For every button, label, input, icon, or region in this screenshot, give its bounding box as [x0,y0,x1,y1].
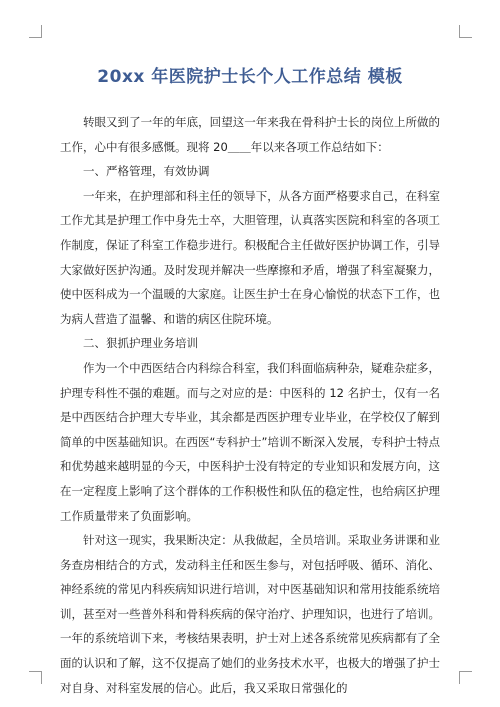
section-2-paragraph-2: 针对这一现实，我果断决定：从我做起，全员培训。采取业务讲课和业务查房相结合的方式，发动科主任和医生参与，对包括呼吸、循环、消化、神经系统的常见内科疾病知识进行培训，对中医基础知识和常用技能系统培训，甚至对一些普外科和骨科疾病的保守治疗、护理知识，也进行了培训。一年的系统培训下来，考核结果表明，护士对上述各系统常见疾病都有了全面的认识和了解，这不仅提高了她们的业务技术水平，也极大的增强了护士对自身、对科室发展的信心。此后，我又采取日常强化的 [60,533,440,695]
crop-mark-top-right [459,25,472,38]
section-1-paragraph: 一年来，在护理部和科主任的领导下，从各方面严格要求自己，在科室工作尤其是护理工作中身先士卒，大胆管理，认真落实医院和科室的各项工作制度，保证了科室工作稳步进行。积极配合主任做好医护协调工作，引导大家做好医护沟通。及时发现并解决一些摩擦和矛盾，增强了科室凝聚力，使中医科成为一个温暖的大家庭。让医生护士在身心愉悦的状态下工作，也为病人营造了温馨、和谐的病区住院环境。 [60,188,440,326]
section-heading-1: 一、严格管理，有效协调 [83,164,210,179]
intro-paragraph: 转眼又到了一年的年底，回望这一年来我在骨科护士长的岗位上所做的工作，心中有很多感慨。现将 20＿＿年以来各项工作总结如下： [60,115,440,154]
crop-mark-bottom-right [459,671,472,684]
section-heading-2: 二、狠抓护理业务培训 [83,336,198,351]
crop-mark-bottom-left [29,671,42,684]
document-body [60,110,440,700]
document-title: 20xx 年医院护士长个人工作总结 模板 [97,67,403,87]
section-2-paragraph-1: 作为一个中西医结合内科综合科室，我们科面临病种杂，疑难杂症多，护理专科性不强的难题。而与之对应的是：中医科的 12 名护士，仅有一名是中西医结合护理大专毕业，其余都是西医护理专业毕业，在学校仅了解到简单的中医基础知识。在西医“专科护士”培训不断深入发展，专科护士特点和优势越来越明显的今天，中医科护士没有特定的专业知识和发展方向，这在一定程度上影响了这个群体的工作积极性和队伍的稳定性，也给病区护理工作质量带来了负面影响。 [60,360,440,523]
crop-mark-top-left [29,25,42,38]
